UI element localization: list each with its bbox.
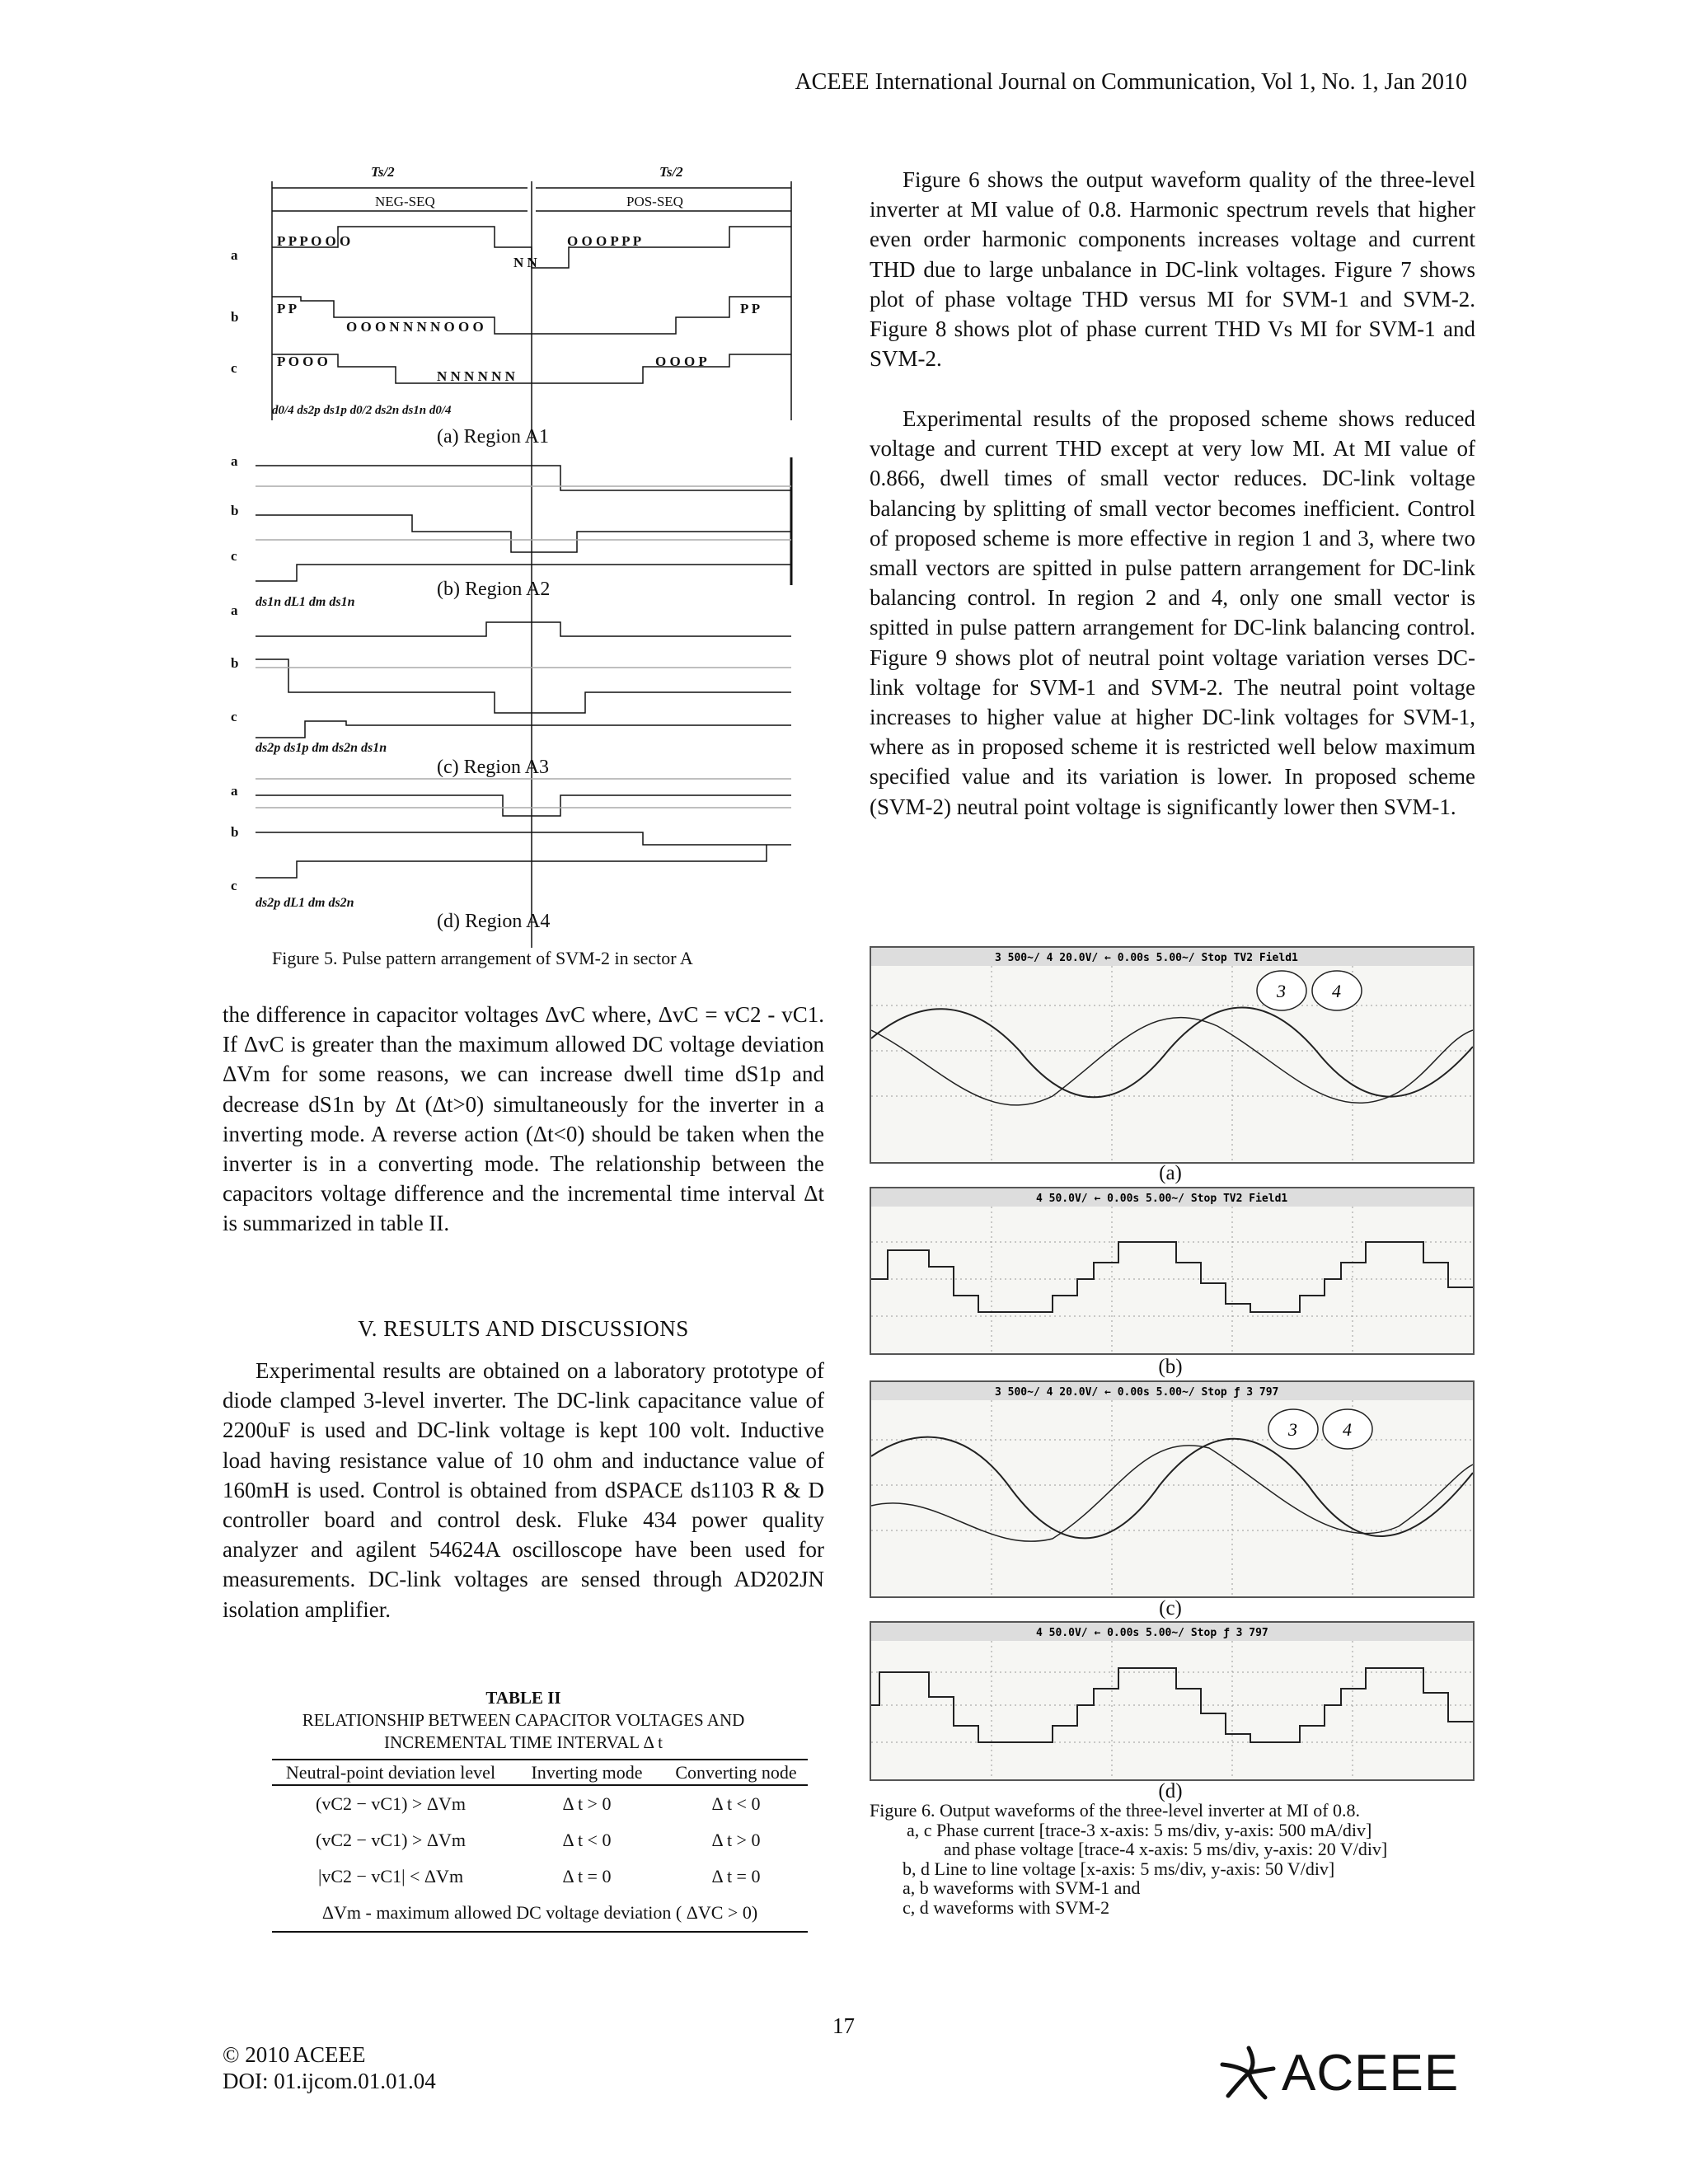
footer-doi: DOI: 01.ijcom.01.01.04 bbox=[223, 2069, 436, 2093]
a1-row-c-mid: N N N N N N bbox=[437, 368, 515, 384]
table-footnote: ΔVm - maximum allowed DC voltage deviation ( ΔVC > 0) bbox=[321, 1902, 758, 1923]
results-paragraph: Experimental results are obtained on a laboratory prototype of diode clamped 3-level inverter. The DC-link capacitance value of 2200uF is used and DC-link voltage is kept 100 volt. Inductive load having resistance value of 10 ohm and inductance value of 160mH is used. Control is obtained from dSPACE ds1103 R & D controller board and control desk. Fluke 434 power quality analyzer and agilent 54624A oscilloscope have been used for measurements. DC-link voltages are sensed through AD202JN isolation amplifier. bbox=[223, 1358, 824, 1622]
footer bbox=[223, 2041, 436, 2094]
fig6-caption-line: a, c Phase current [trace-3 x-axis: 5 ms/div, y-axis: 500 mA/div] bbox=[907, 1819, 1372, 1840]
table-cell: (vC2 − vC1) > ΔVm bbox=[316, 1793, 466, 1814]
neg-seq-label: NEG-SEQ bbox=[375, 194, 435, 209]
fig6-caption-line: Figure 6. Output waveforms of the three-level inverter at MI of 0.8. bbox=[870, 1800, 1361, 1821]
a1-row-c-right: O O O P bbox=[655, 354, 707, 369]
scope-d-status: 4 50.0V/ ← 0.00s 5.00~/ Stop ƒ 3 797 bbox=[1036, 1627, 1268, 1639]
table-cell: Δ t < 0 bbox=[711, 1793, 761, 1814]
region-a2-caption: (b) Region A2 bbox=[437, 579, 551, 600]
table-footnote-row bbox=[272, 1894, 808, 1932]
scope-panel-a bbox=[870, 946, 1475, 1164]
a3-durations: ds2p ds1p dm ds2n ds1n bbox=[256, 741, 387, 755]
left-paragraph: the difference in capacitor voltages ΔvC where, ΔvC = vC2 - vC1. If ΔvC is greater than the maximum allowed DC voltage deviation ΔVm for some reasons, we can increase dwell time dS1p and decrease dS1n by Δt (Δt>0) simultaneously for the inverter in a inverting mode. A reverse action (Δt<0) should be taken when the inverter is in a converting mode. The relationship between the capacitors voltage difference and the incremental time interval Δt is summarized in table II. bbox=[223, 1002, 824, 1236]
aceee-logo-icon bbox=[1216, 2040, 1282, 2106]
section-heading: V. RESULTS AND DISCUSSIONS bbox=[358, 1316, 689, 1341]
a4-durations: ds2p dL1 dm ds2n bbox=[256, 896, 354, 910]
table-label: TABLE II bbox=[485, 1688, 561, 1708]
table-cell: Δ t > 0 bbox=[711, 1829, 761, 1850]
a1-row-a-n: N N bbox=[513, 255, 537, 270]
table-row bbox=[272, 1785, 808, 1821]
scope-caption-d: (d) bbox=[1158, 1780, 1183, 1802]
table-header-cell: Converting node bbox=[675, 1762, 797, 1783]
scope-panel-b bbox=[870, 1187, 1475, 1355]
a2-phase-c-label: c bbox=[231, 548, 237, 564]
journal-header: ACEEE International Journal on Communication, Vol 1, No. 1, Jan 2010 bbox=[795, 69, 1467, 95]
bubble-4-a: 4 bbox=[1332, 981, 1341, 1001]
bubble-4-c: 4 bbox=[1343, 1419, 1352, 1440]
scope-a-status: 3 500~/ 4 20.0V/ ← 0.00s 5.00~/ Stop TV2 Field1 bbox=[995, 952, 1298, 964]
table-cell: Δ t = 0 bbox=[562, 1865, 612, 1886]
a1-row-b-right: P P bbox=[740, 301, 761, 316]
table-cell: |vC2 − vC1| < ΔVm bbox=[317, 1865, 464, 1886]
a1-phase-a-label: a bbox=[231, 247, 238, 263]
scope-c-status: 3 500~/ 4 20.0V/ ← 0.00s 5.00~/ Stop ƒ 3 797 bbox=[995, 1386, 1279, 1399]
figure-6-caption bbox=[870, 1801, 1387, 1917]
right-paragraph-1: Figure 6 shows the output waveform quality of the three-level inverter at MI value of 0.8. Harmonic spectrum revels that higher even order harmonic components increases voltage and current THD due to large unbalance in DC-link voltages. Figure 7 shows plot of phase voltage THD versus MI for SVM-1 and SVM-2. Figure 8 shows plot of phase current THD Vs MI for SVM-1 and SVM-2. bbox=[870, 167, 1475, 372]
page-number: 17 bbox=[832, 2013, 855, 2038]
fig6-caption-line: a, b waveforms with SVM-1 and bbox=[903, 1877, 1141, 1898]
aceee-logo-text: ACEEE bbox=[1282, 2045, 1460, 2102]
a1-row-a-left: P P P O O O bbox=[277, 233, 351, 249]
table-row bbox=[272, 1821, 808, 1858]
ts-right-label: Ts/2 bbox=[659, 164, 683, 180]
scope-b-status: 4 50.0V/ ← 0.00s 5.00~/ Stop TV2 Field1 bbox=[1036, 1193, 1288, 1205]
scope-c-plot bbox=[871, 1382, 1473, 1596]
a4-phase-b-label: b bbox=[231, 824, 239, 840]
figure-5-diagram bbox=[223, 157, 816, 948]
fig6-caption-line: and phase voltage [trace-4 x-axis: 5 ms/div, y-axis: 20 V/div] bbox=[944, 1839, 1388, 1859]
ts-left-label: Ts/2 bbox=[371, 164, 395, 180]
a2-phase-b-label: b bbox=[231, 503, 239, 518]
a1-durations: d0/4 ds2p ds1p d0/2 ds2n ds1n d0/4 bbox=[272, 404, 452, 417]
table-cell: Δ t < 0 bbox=[562, 1829, 612, 1850]
fig6-caption-line: c, d waveforms with SVM-2 bbox=[903, 1896, 1110, 1918]
scope-caption-c: (c) bbox=[1159, 1597, 1182, 1619]
a2-durations: ds1n dL1 dm ds1n bbox=[256, 595, 355, 609]
scope-caption-b: (b) bbox=[1158, 1356, 1183, 1378]
a3-phase-c-label: c bbox=[231, 709, 237, 724]
a1-row-c-left: P O O O bbox=[277, 354, 328, 369]
figure-5-caption: Figure 5. Pulse pattern arrangement of SVM-2 in sector A bbox=[272, 948, 693, 968]
table-row bbox=[272, 1858, 808, 1894]
region-a4-caption: (d) Region A4 bbox=[437, 911, 551, 932]
a1-phase-c-label: c bbox=[231, 360, 237, 376]
a2-phase-a-label: a bbox=[231, 453, 238, 469]
a1-row-b-left: P P bbox=[277, 301, 298, 316]
table-header-cell: Neutral-point deviation level bbox=[285, 1762, 496, 1783]
table-cell: (vC2 − vC1) > ΔVm bbox=[316, 1829, 466, 1850]
a4-phase-c-label: c bbox=[231, 878, 237, 893]
table-2 bbox=[272, 1759, 808, 1933]
region-a1-caption: (a) Region A1 bbox=[437, 426, 549, 448]
a4-phase-a-label: a bbox=[231, 783, 238, 799]
pos-seq-label: POS-SEQ bbox=[626, 194, 683, 209]
table-cell: Δ t = 0 bbox=[711, 1865, 761, 1886]
fig6-caption-line: b, d Line to line voltage [x-axis: 5 ms/div, y-axis: 50 V/div] bbox=[903, 1858, 1335, 1879]
a3-phase-a-label: a bbox=[231, 602, 238, 618]
right-paragraph-2: Experimental results of the proposed scheme shows reduced voltage and current THD except at very low MI. At MI value of 0.866, dwell times of small vector reduces. DC-link voltage balancing by splitting of small vector becomes inefficient. Control of proposed scheme is more effective in region 1 and 3, where two small vectors are spitted in pulse pattern arrangement for DC-link balancing control. In region 2 and 4, only one small vector is spitted in pulse pattern arrangement for DC-link balancing control. Figure 9 shows plot of neutral point voltage variation verses DC-link voltage for SVM-1 and SVM-2. The neutral point voltage increases to higher value at higher DC-link voltages for SVM-1, where as in proposed scheme it is restricted well below maximum specified value and its variation is lower. In proposed scheme (SVM-2) neutral point voltage is significantly lower then SVM-1. bbox=[870, 406, 1475, 819]
scope-b-plot bbox=[871, 1188, 1473, 1353]
bubble-3-c: 3 bbox=[1288, 1419, 1297, 1440]
a3-phase-b-label: b bbox=[231, 655, 239, 671]
region-a3-caption: (c) Region A3 bbox=[437, 757, 549, 778]
scope-d-plot bbox=[871, 1623, 1473, 1779]
table-title-line2: INCREMENTAL TIME INTERVAL Δ t bbox=[384, 1732, 663, 1752]
scope-panel-d bbox=[870, 1621, 1475, 1781]
scope-panel-c bbox=[870, 1380, 1475, 1598]
a1-row-a-right: O O O P P P bbox=[567, 233, 642, 249]
table-header-row bbox=[272, 1760, 808, 1785]
table-cell: Δ t > 0 bbox=[562, 1793, 612, 1814]
footer-copyright: © 2010 ACEEE bbox=[223, 2042, 366, 2067]
a1-phase-b-label: b bbox=[231, 309, 239, 325]
table-title-line1: RELATIONSHIP BETWEEN CAPACITOR VOLTAGES AND bbox=[302, 1710, 745, 1730]
scope-a-plot bbox=[871, 948, 1473, 1162]
table-header-cell: Inverting mode bbox=[531, 1762, 643, 1783]
a1-row-b-mid: O O O N N N N O O O bbox=[346, 319, 484, 335]
scope-caption-a: (a) bbox=[1159, 1162, 1182, 1184]
bubble-3-a: 3 bbox=[1277, 981, 1286, 1001]
